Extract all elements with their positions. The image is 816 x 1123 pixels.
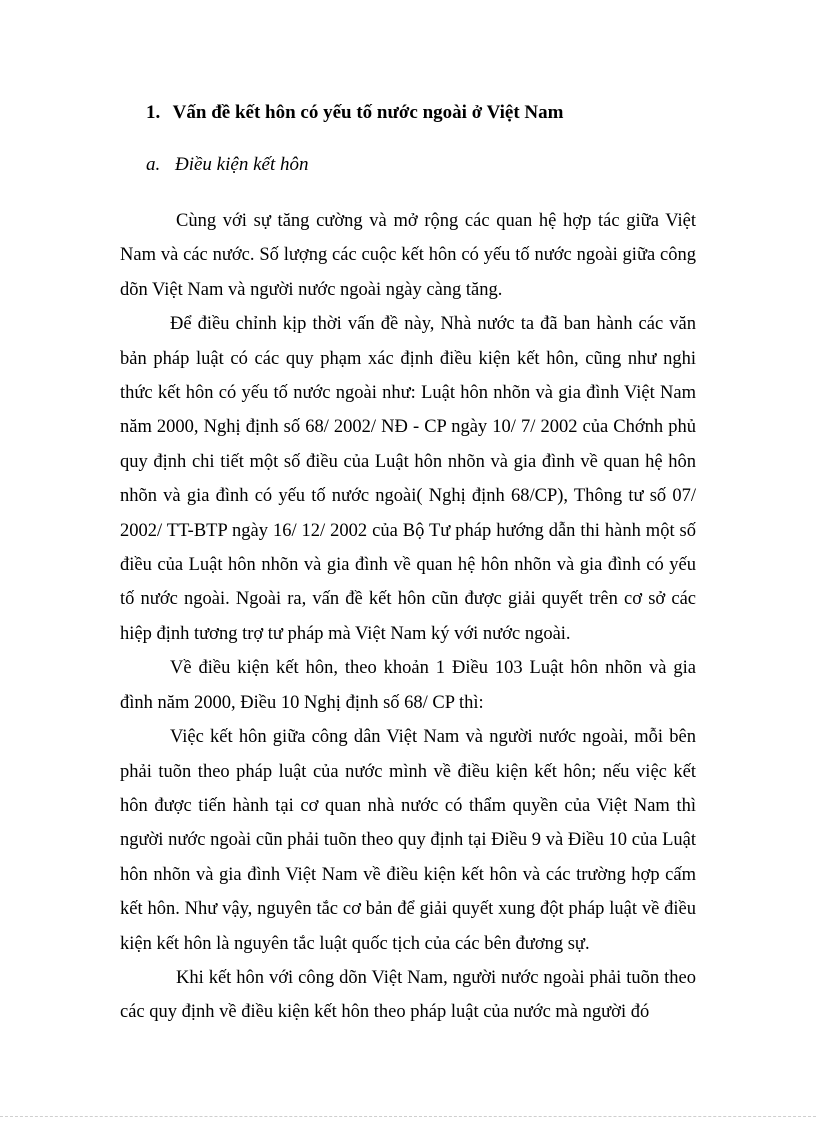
section-title: Vấn đề kết hôn có yếu tố nước ngoài ở Việt Nam [172, 102, 564, 123]
section-heading [146, 102, 563, 124]
paragraph: Để điều chỉnh kịp thời vấn đề này, Nhà nước ta đã ban hành các văn bản pháp luật có các quy phạm xác định điều kiện kết hôn, cũng như nghi thức kết hôn có yếu tố nước ngoài như: Luật hôn nhõn và gia đình Việt Nam năm 2000, Nghị định số 68/ 2002/ NĐ - CP ngày 10/ 7/ 2002 của Chớnh phủ quy định chi tiết một số điều của Luật hôn nhõn và gia đình về quan hệ hôn nhõn và gia đình có yếu tố nước ngoài( Nghị định 68/CP), Thông tư số 07/ 2002/ TT-BTP ngày 16/ 12/ 2002 của Bộ Tư pháp hướng dẫn thi hành một số điều của Luật hôn nhõn và gia đình về quan hệ hôn nhõn và gia đình có yếu tố nước ngoài. Ngoài ra, vấn đề kết hôn cũn được giải quyết trên cơ sở các hiệp định tương trợ tư pháp mà Việt Nam ký với nước ngoài. [120, 314, 696, 644]
paragraph: Khi kết hôn với công dõn Việt Nam, người nước ngoài phải tuõn theo các quy định về điều kiện kết hôn theo pháp luật của nước mà người đó [120, 967, 696, 1023]
subsection-letter: a. [146, 154, 161, 175]
paragraph: Việc kết hôn giữa công dân Việt Nam và người nước ngoài, mỗi bên phải tuõn theo pháp luật của nước mình về điều kiện kết hôn; nếu việc kết hôn được tiến hành tại cơ quan nhà nước có thẩm quyền của Việt Nam thì người nước ngoài cũn phải tuõn theo quy định tại Điều 9 và Điều 10 của Luật hôn nhõn và gia đình Việt Nam về điều kiện kết hôn và các trường hợp cấm kết hôn. Như vậy, nguyên tắc cơ bản để giải quyết xung đột pháp luật về điều kiện kết hôn là nguyên tắc luật quốc tịch của các bên đương sự. [120, 727, 696, 954]
body-text [120, 204, 696, 1030]
page-bottom-divider [0, 1116, 816, 1117]
subsection-title: Điều kiện kết hôn [175, 154, 309, 175]
section-number: 1. [146, 102, 161, 123]
subsection-heading [146, 154, 308, 176]
paragraph: Cùng với sự tăng cường và mở rộng các quan hệ hợp tác giữa Việt Nam và các nước. Số lượng các cuộc kết hôn có yếu tố nước ngoài giữa công dõn Việt Nam và người nước ngoài ngày càng tăng. [120, 211, 696, 300]
paragraph: Về điều kiện kết hôn, theo khoản 1 Điều 103 Luật hôn nhõn và gia đình năm 2000, Điều 10 Nghị định số 68/ CP thì: [120, 658, 696, 713]
